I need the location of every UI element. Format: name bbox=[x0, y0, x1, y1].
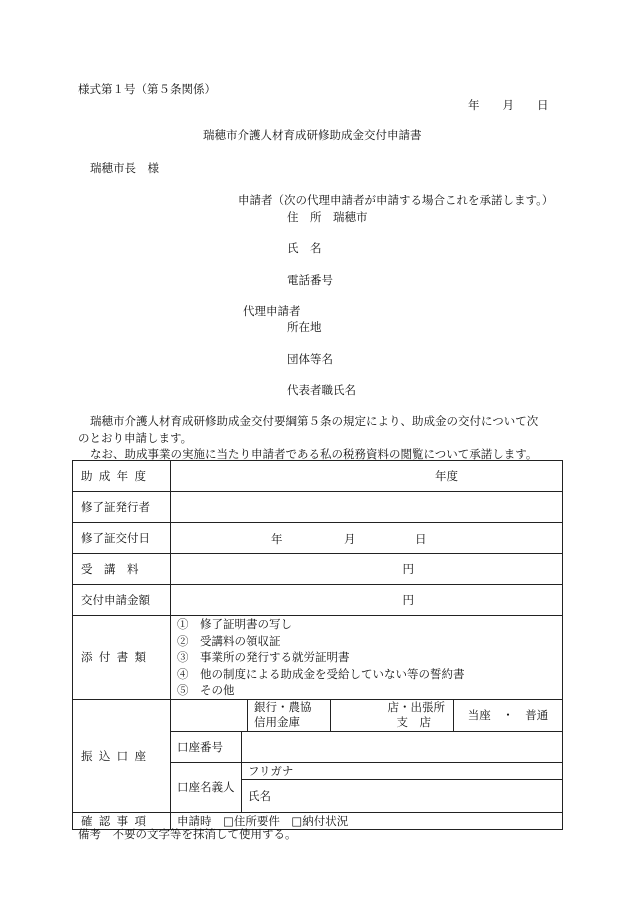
issue-date-value[interactable] bbox=[171, 523, 563, 554]
transfer-details bbox=[171, 699, 563, 812]
address-label: 住 所 bbox=[287, 210, 322, 224]
confirm-label: 確認事項 bbox=[73, 812, 171, 829]
account-type[interactable]: 当座 ・ 普通 bbox=[454, 700, 563, 732]
body-text-line3: なお、助成事業の実施に当たり申請者である私の税務資料の閲覧について承諾します。 bbox=[90, 447, 538, 461]
application-table bbox=[72, 460, 563, 830]
doc-item[interactable]: ④ 他の制度による助成金を受給していない等の誓約書 bbox=[177, 666, 465, 681]
holder-name-field[interactable]: 氏名 bbox=[242, 780, 563, 812]
docs-label: 添付書類 bbox=[73, 616, 171, 700]
proxy-org-label: 団体等名 bbox=[287, 352, 333, 366]
doc-item[interactable]: ① 修了証明書の写し bbox=[177, 617, 292, 631]
doc-item[interactable]: ② 受講料の領収証 bbox=[177, 633, 281, 648]
amount-label: 交付申請金額 bbox=[73, 585, 171, 616]
applicant-phone-label: 電話番号 bbox=[287, 273, 333, 287]
page-title: 瑞穂市介護人材育成研修助成金交付申請書 bbox=[203, 128, 422, 142]
address-value: 瑞穂市 bbox=[333, 210, 368, 224]
proxy-rep-label: 代表者職氏名 bbox=[287, 383, 356, 397]
amount-row bbox=[73, 585, 563, 616]
date-line: 年 月 日 bbox=[468, 98, 549, 112]
form-number: 様式第１号（第５条関係） bbox=[78, 82, 216, 96]
addressee: 瑞穂市長 様 bbox=[90, 161, 159, 175]
account-no-row bbox=[171, 732, 562, 763]
bank-type-line1: 銀行・農協 bbox=[254, 700, 312, 715]
footer-note: 備考 不要の文字等を抹消して使用する。 bbox=[78, 827, 297, 841]
transfer-row bbox=[73, 699, 563, 812]
fee-row bbox=[73, 554, 563, 585]
branch-type[interactable] bbox=[331, 700, 454, 732]
doc-item[interactable]: ③ 事業所の発行する就労証明書 bbox=[177, 650, 350, 664]
holder-row bbox=[171, 763, 562, 812]
bank-name-blank[interactable] bbox=[171, 700, 248, 732]
fiscal-year-value[interactable]: 年度 bbox=[171, 461, 563, 492]
issue-month-label: 月 bbox=[344, 532, 356, 546]
issuer-value[interactable] bbox=[171, 492, 563, 523]
branch-line1: 店・出張所 bbox=[387, 700, 445, 715]
fee-label: 受 講 料 bbox=[73, 554, 171, 585]
issuer-row bbox=[73, 492, 563, 523]
fiscal-year-row bbox=[73, 461, 563, 492]
account-no-value[interactable] bbox=[242, 732, 563, 762]
body-text-line1: 瑞穂市介護人材育成研修助成金交付要綱第５条の規定により、助成金の交付について次 bbox=[90, 414, 539, 428]
issue-date-row bbox=[73, 523, 563, 554]
transfer-label: 振込口座 bbox=[73, 699, 171, 812]
issue-day-label: 日 bbox=[415, 532, 427, 546]
applicant-heading: 申請者（次の代理申請者が申請する場合これを承諾します。） bbox=[238, 193, 554, 207]
proxy-location-label: 所在地 bbox=[287, 320, 322, 334]
bank-type bbox=[248, 700, 331, 732]
issue-date-label: 修了証交付日 bbox=[73, 523, 171, 554]
account-no-label: 口座番号 bbox=[171, 732, 242, 762]
amount-value[interactable]: 円 bbox=[171, 585, 563, 616]
issue-year-label: 年 bbox=[271, 532, 283, 546]
body-text-line2: のとおり申請します。 bbox=[78, 431, 193, 445]
issuer-label: 修了証発行者 bbox=[73, 492, 171, 523]
holder-label: 口座名義人 bbox=[171, 763, 242, 812]
docs-list bbox=[171, 616, 563, 700]
applicant-name-label: 氏 名 bbox=[287, 241, 322, 255]
docs-row bbox=[73, 616, 563, 700]
bank-row bbox=[171, 700, 562, 732]
branch-line2: 支 店 bbox=[396, 715, 431, 730]
doc-item[interactable]: ⑤ その他 bbox=[177, 683, 235, 697]
proxy-heading: 代理申請者 bbox=[243, 304, 301, 318]
confirm-value[interactable]: 申請時 □住所要件 □納付状況 bbox=[171, 812, 563, 829]
bank-type-line2: 信用金庫 bbox=[254, 715, 300, 730]
furigana-field[interactable]: フリガナ bbox=[242, 763, 563, 780]
fiscal-year-label: 助成年度 bbox=[73, 461, 171, 492]
applicant-address bbox=[287, 209, 368, 225]
fee-value[interactable]: 円 bbox=[171, 554, 563, 585]
